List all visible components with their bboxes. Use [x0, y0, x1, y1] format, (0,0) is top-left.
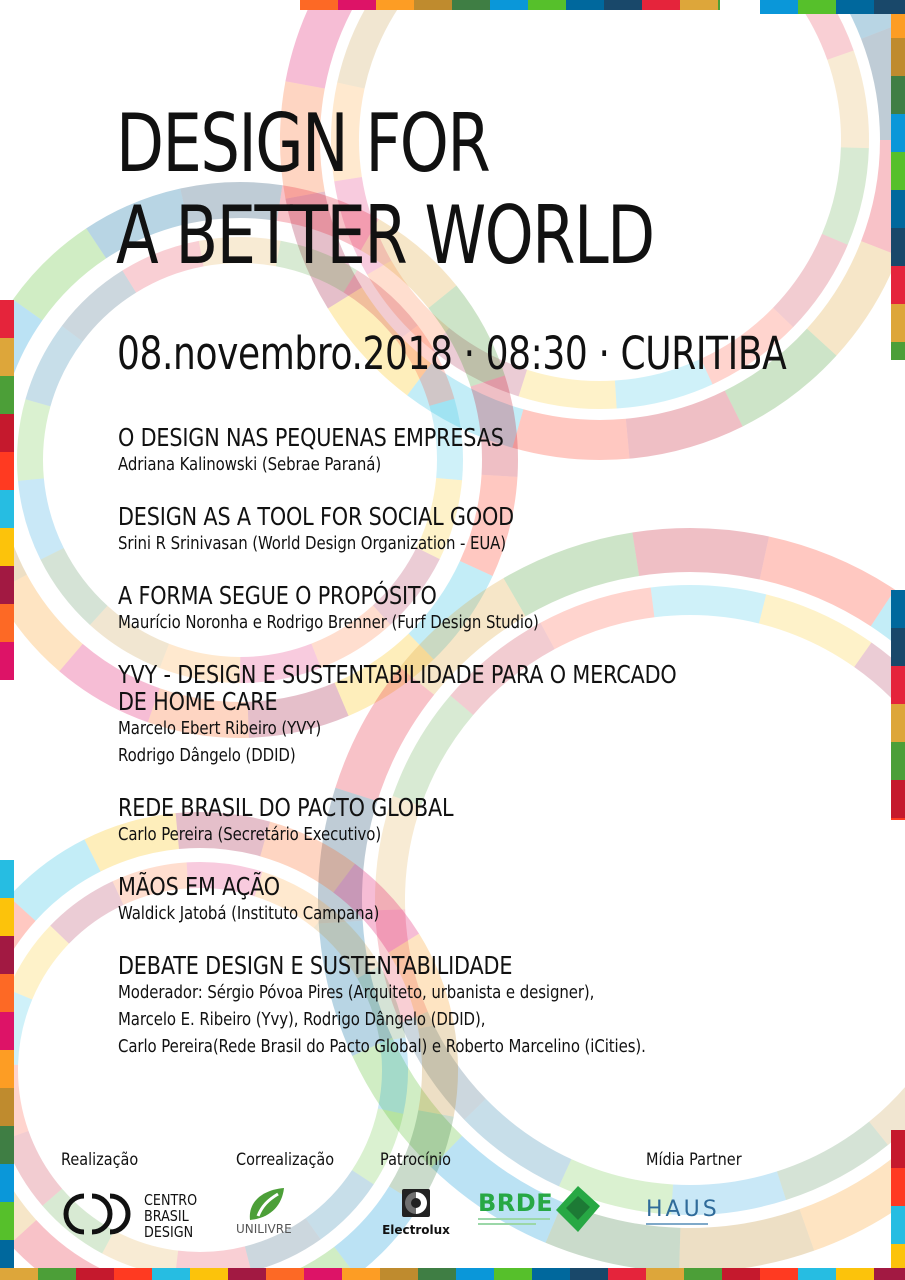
title-line-2: A BETTER WORLD	[116, 189, 654, 282]
realizacao-label: Realização	[61, 1150, 139, 1170]
talk-speaker: Carlo Pereira (Secretário Executivo)	[118, 824, 382, 845]
brde-subline	[478, 1218, 550, 1220]
talk-title: O DESIGN NAS PEQUENAS EMPRESAS	[118, 423, 504, 452]
brde-logo	[478, 1190, 553, 1225]
midia-partner-label: Mídia Partner	[646, 1150, 742, 1170]
talk-speaker: Marcelo E. Ribeiro (Yvy), Rodrigo Dângelo (DDID),	[118, 1009, 486, 1030]
talk-speaker: Moderador: Sérgio Póvoa Pires (Arquiteto, urbanista e designer),	[118, 982, 595, 1003]
brde-text: BRDE	[478, 1189, 554, 1217]
talk-title: DEBATE DESIGN E SUSTENTABILIDADE	[118, 951, 513, 980]
cbd-line-1: CENTRO	[144, 1191, 198, 1209]
talk-speaker: Carlo Pereira(Rede Brasil do Pacto Global) e Roberto Marcelino (iCities).	[118, 1036, 646, 1057]
electrolux-logo	[380, 1188, 452, 1237]
electrolux-mark-icon	[401, 1188, 431, 1218]
brde-subline-2	[478, 1223, 536, 1225]
haus-text: HAUS	[646, 1197, 720, 1222]
cbd-line-3: DESIGN	[144, 1223, 194, 1241]
page-title	[116, 98, 654, 282]
haus-subline	[646, 1223, 708, 1225]
talk-title: MÃOS EM AÇÃO	[118, 872, 280, 901]
agenda-item	[118, 424, 749, 478]
agenda-item	[118, 503, 749, 557]
cbd-mark-icon	[58, 1188, 138, 1240]
agenda-item	[118, 582, 749, 636]
unilivre-text: UNILIVRE	[236, 1222, 292, 1236]
talk-speaker: Srini R Srinivasan (World Design Organization - EUA)	[118, 533, 507, 554]
talk-title: DESIGN AS A TOOL FOR SOCIAL GOOD	[118, 502, 514, 531]
brde-mark-icon	[556, 1186, 600, 1232]
agenda-item	[118, 873, 749, 927]
talk-speaker: Marcelo Ebert Ribeiro (YVY)	[118, 718, 322, 739]
talk-title: A FORMA SEGUE O PROPÓSITO	[118, 581, 437, 610]
centro-brasil-design-logo	[58, 1188, 198, 1241]
talk-title: REDE BRASIL DO PACTO GLOBAL	[118, 793, 454, 822]
talk-speaker: Maurício Noronha e Rodrigo Brenner (Furf Design Studio)	[118, 612, 539, 633]
electrolux-text: Electrolux	[382, 1223, 450, 1237]
agenda	[118, 424, 749, 1085]
talk-speaker: Rodrigo Dângelo (DDID)	[118, 745, 296, 766]
haus-logo	[646, 1198, 720, 1225]
leaf-icon	[238, 1186, 294, 1222]
agenda-item	[118, 952, 749, 1060]
agenda-item	[118, 794, 749, 848]
talk-speaker: Adriana Kalinowski (Sebrae Paraná)	[118, 454, 382, 475]
agenda-item	[118, 661, 749, 769]
unilivre-logo	[238, 1186, 294, 1236]
talk-speaker: Waldick Jatobá (Instituto Campana)	[118, 903, 380, 924]
correalizacao-label: Correalização	[236, 1150, 335, 1170]
event-dateline: 08.novembro.2018 · 08:30 · CURITIBA	[117, 327, 787, 380]
talk-title: YVY - DESIGN E SUSTENTABILIDADE PARA O MERCADO DE HOME CARE	[118, 660, 677, 716]
patrocinio-label: Patrocínio	[380, 1150, 452, 1170]
title-line-1: DESIGN FOR	[116, 97, 490, 190]
cbd-line-2: BRASIL	[144, 1207, 189, 1225]
